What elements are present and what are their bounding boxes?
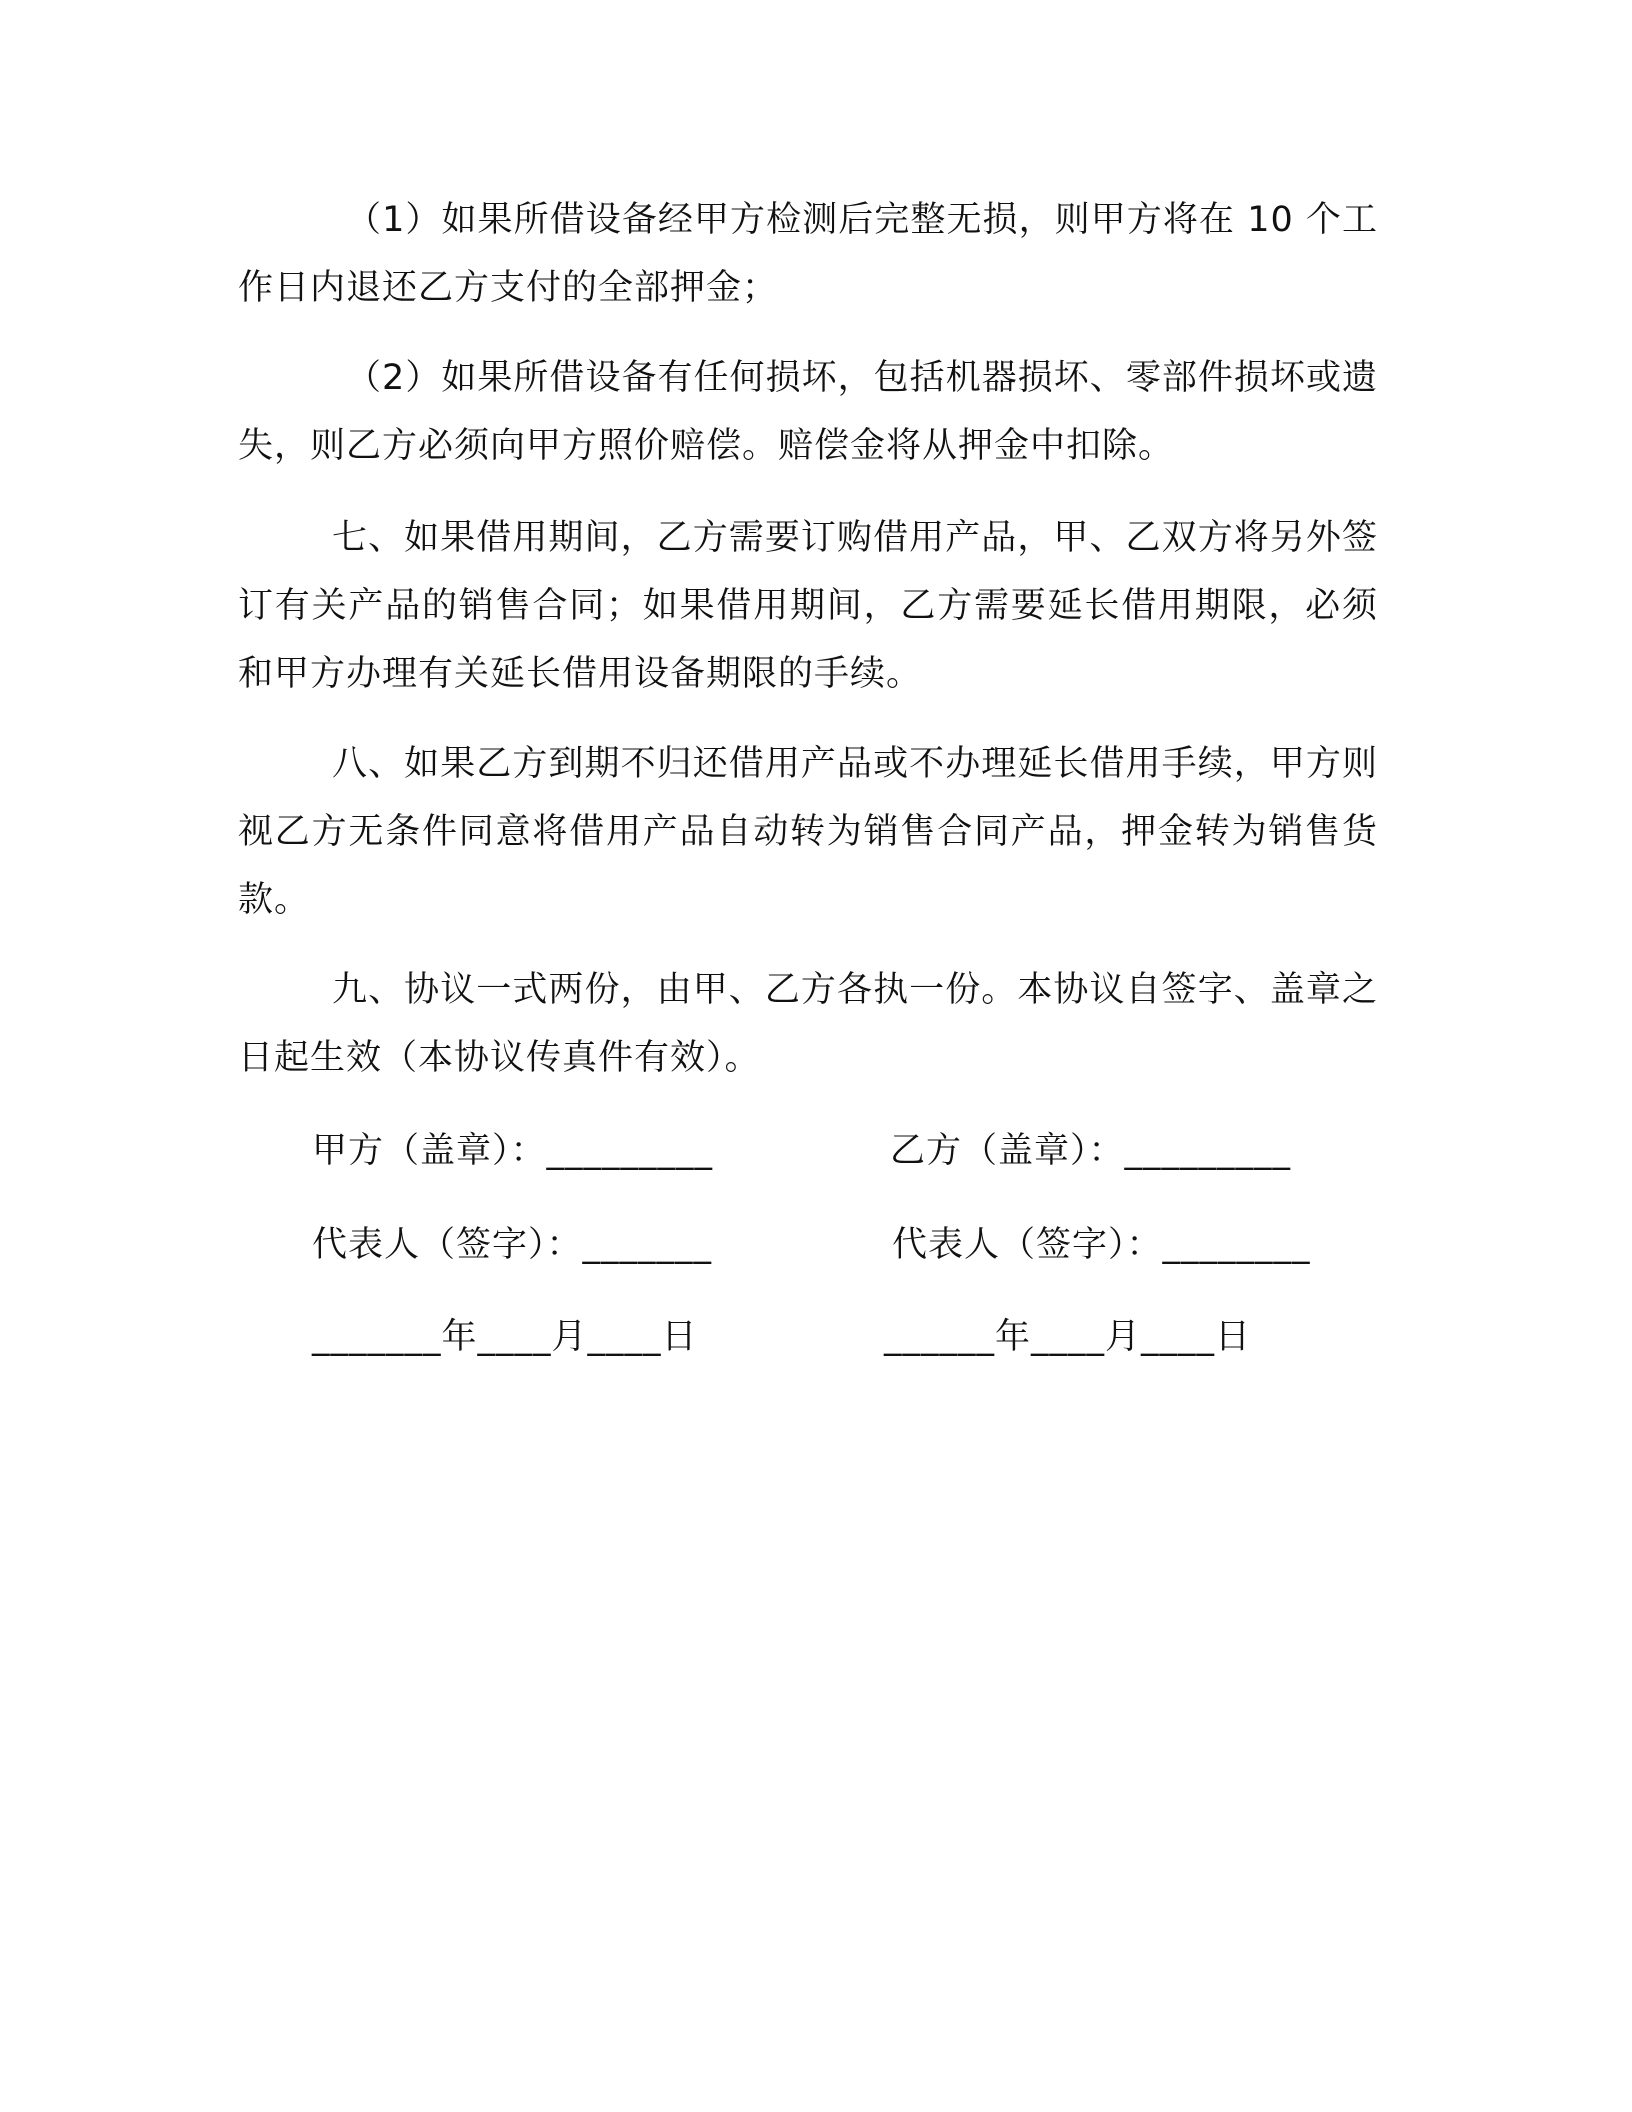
clause-seven-purchase-extension: 七、如果借用期间，乙方需要订购借用产品，甲、乙双方将另外签订有关产品的销售合同；如果借用期间，乙方需要延长借用期限，必须和甲方办理有关延长借用设备期限的手续。 <box>238 518 1378 694</box>
party-b-date-line: ______年____月____日 <box>884 1317 1252 1357</box>
clause-nine-effectiveness: 九、协议一式两份，由甲、乙方各执一份。本协议自签字、盖章之日起生效（本协议传真件有效）。 <box>238 970 1378 1078</box>
clause-deposit-refund: （1）如果所借设备经甲方检测后完整无损，则甲方将在 10 个工作日内退还乙方支付的全部押金； <box>238 200 1378 308</box>
party-b-seal-line: 乙方（盖章）：_________ <box>890 1131 1292 1171</box>
party-b-representative-line: 代表人（签字）：________ <box>892 1225 1311 1265</box>
party-a-representative-line: 代表人（签字）：_______ <box>312 1225 713 1265</box>
clause-eight-auto-sale: 八、如果乙方到期不归还借用产品或不办理延长借用手续，甲方则视乙方无条件同意将借用产品自动转为销售合同产品，押金转为销售货款。 <box>238 744 1378 920</box>
party-a-date-line: _______年____月____日 <box>312 1317 698 1357</box>
party-a-seal-line: 甲方（盖章）：_________ <box>312 1131 714 1171</box>
clause-damage-compensation: （2）如果所借设备有任何损坏，包括机器损坏、零部件损坏或遗失，则乙方必须向甲方照价赔偿。赔偿金将从押金中扣除。 <box>238 358 1378 466</box>
